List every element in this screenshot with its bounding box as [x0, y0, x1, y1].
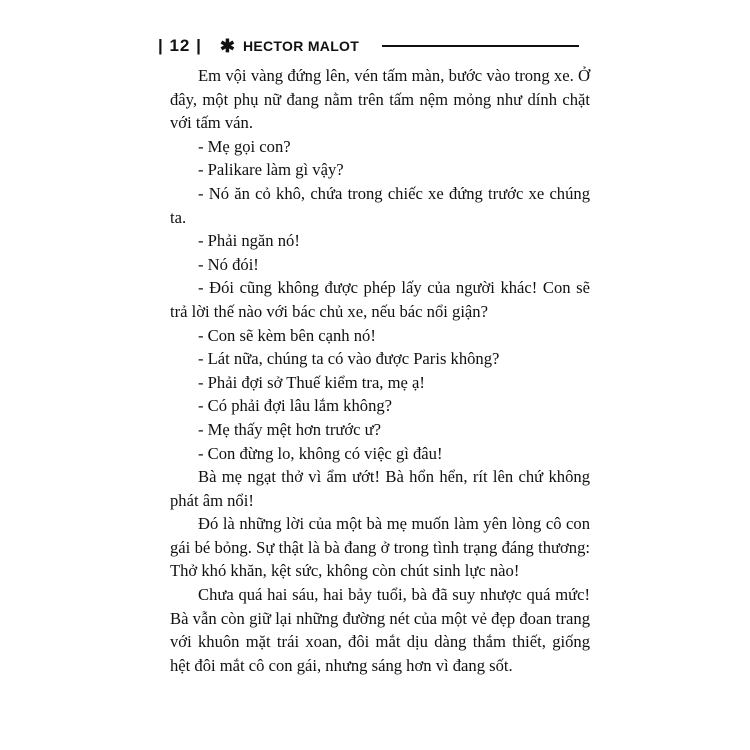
paragraph: Chưa quá hai sáu, hai bảy tuổi, bà đã suy nhược quá mức! Bà vẫn còn giữ lại những đường nét của một vẻ đẹp đoan trang với khuôn mặt trái xoan, đôi mắt dịu dàng thắm thiết, giống hệt đôi mắt cô con gái, nhưng sáng hơn vì đang sốt. — [170, 585, 590, 675]
paragraph: Bà mẹ ngạt thở vì ẩm ướt! Bà hổn hển, rít lên chứ không phát âm nổi! — [170, 467, 590, 510]
dialogue-line: - Phải đợi sở Thuế kiểm tra, mẹ ạ! — [198, 372, 425, 392]
dialogue-line: - Palikare làm gì vậy? — [198, 160, 344, 180]
dialogue-line: - Lát nữa, chúng ta có vào được Paris không? — [198, 349, 500, 369]
dialogue-line: - Mẹ gọi con? — [198, 136, 291, 156]
dialogue-line: - Có phải đợi lâu lắm không? — [198, 396, 393, 416]
dialogue-line: - Con đừng lo, không có việc gì đâu! — [198, 443, 443, 463]
dialogue-line: - Đói cũng không được phép lấy của người khác! Con sẽ trả lời thế nào với bác chủ xe, nếu bác nổi giận? — [170, 278, 590, 321]
asterisk-ornament-icon: ✱ — [219, 35, 235, 56]
page-body — [170, 64, 590, 677]
dialogue-line: - Con sẽ kèm bên cạnh nó! — [198, 325, 376, 345]
running-header — [158, 34, 359, 58]
dialogue-line: - Nó đói! — [198, 254, 259, 274]
dialogue-line: - Phải ngăn nó! — [198, 231, 300, 251]
author-name: HECTOR MALOT — [242, 38, 360, 54]
page-number: | 12 | — [158, 36, 202, 55]
paragraph: Em vội vàng đứng lên, vén tấm màn, bước vào trong xe. Ở đây, một phụ nữ đang nằm trên tấm nệm mỏng như dính chặt với tấm ván. — [170, 66, 590, 133]
paragraph: Đó là những lời của một bà mẹ muốn làm yên lòng cô con gái bé bỏng. Sự thật là bà đang ở trong tình trạng đáng thương: Thở khó khăn, kệt sức, không còn chút sinh lực nào! — [170, 514, 590, 581]
dialogue-line: - Mẹ thấy mệt hơn trước ư? — [198, 419, 381, 439]
header-rule — [382, 45, 579, 47]
dialogue-line: - Nó ăn cỏ khô, chứa trong chiếc xe đứng trước xe chúng ta. — [170, 183, 590, 227]
